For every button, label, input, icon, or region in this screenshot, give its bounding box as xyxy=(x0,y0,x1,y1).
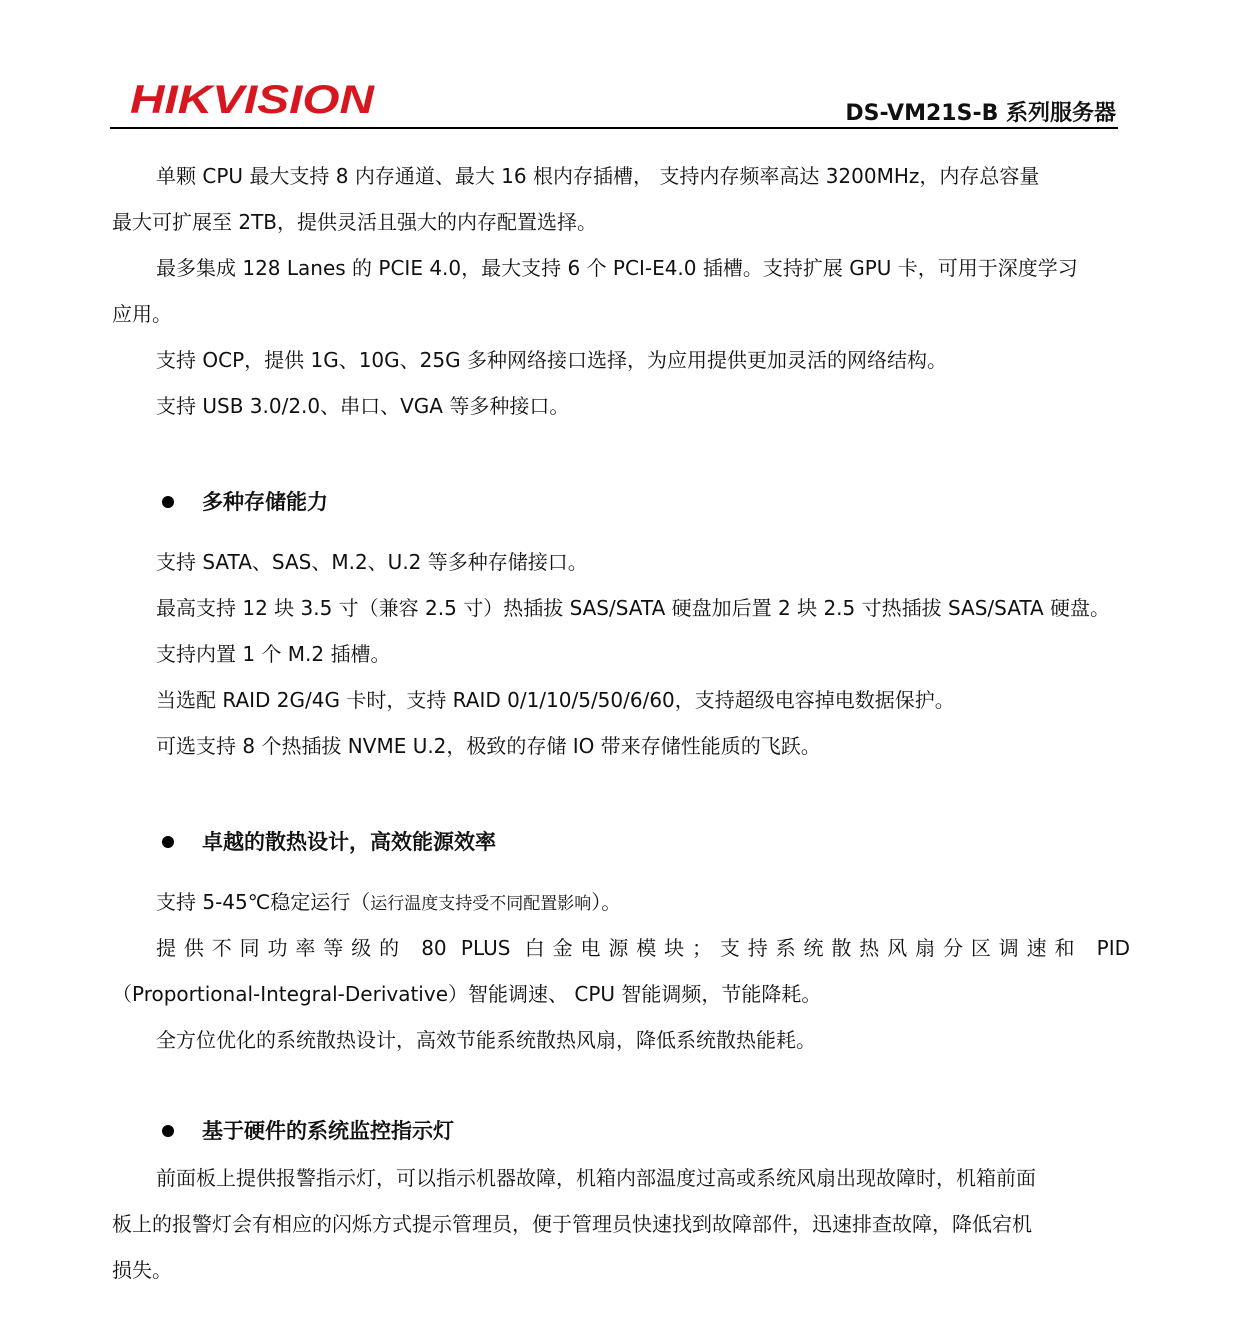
memory-paragraph-line: 单颗 CPU 最大支持 8 内存通道、最大 16 根内存插槽， 支持内存频率高达 3200MHz，内存总容量 xyxy=(156,164,1040,188)
monitoring-heading: 基于硬件的系统监控指示灯 xyxy=(202,1119,454,1143)
monitoring-paragraph-line: 板上的报警灯会有相应的闪烁方式提示管理员，便于管理员快速找到故障部件，迅速排查故障，降低宕机 xyxy=(112,1212,1032,1236)
storage-item: 当选配 RAID 2G/4G 卡时，支持 RAID 0/1/10/5/50/6/60，支持超级电容掉电数据保护。 xyxy=(156,688,955,712)
hikvision-logo xyxy=(128,76,378,122)
model-title: DS-VM21S-B 系列服务器 xyxy=(845,101,1116,126)
storage-item: 可选支持 8 个热插拔 NVME U.2，极致的存储 IO 带来存储性能质的飞跃。 xyxy=(156,734,821,758)
storage-item: 支持 SATA、SAS、M.2、U.2 等多种存储接口。 xyxy=(156,550,588,574)
memory-paragraph-line: 最大可扩展至 2TB，提供灵活且强大的内存配置选择。 xyxy=(112,210,598,234)
monitoring-paragraph-line: 损失。 xyxy=(112,1258,172,1282)
bullet-icon xyxy=(162,836,174,848)
psu-paragraph-line: 提供不同功率等级的 80 PLUS 白金电源模块；支持系统散热风扇分区调速和 PID xyxy=(156,936,1130,960)
storage-item: 最高支持 12 块 3.5 寸（兼容 2.5 寸）热插拔 SAS/SATA 硬盘加后置 2 块 2.5 寸热插拔 SAS/SATA 硬盘。 xyxy=(156,596,1111,620)
pcie-paragraph-line: 应用。 xyxy=(112,302,172,326)
header-divider xyxy=(110,127,1118,129)
psu-paragraph-line: （Proportional-Integral-Derivative）智能调速、 CPU 智能调频，节能降耗。 xyxy=(112,982,822,1006)
storage-heading: 多种存储能力 xyxy=(202,490,328,514)
bullet-icon xyxy=(162,496,174,508)
ocp-paragraph: 支持 OCP，提供 1G、10G、25G 多种网络接口选择，为应用提供更加灵活的网络结构。 xyxy=(156,348,947,372)
temperature-main: 支持 5-45℃稳定运行（ xyxy=(156,890,371,914)
fans-paragraph: 全方位优化的系统散热设计，高效节能系统散热风扇，降低系统散热能耗。 xyxy=(156,1028,816,1052)
cooling-heading: 卓越的散热设计，高效能源效率 xyxy=(202,830,496,854)
storage-item: 支持内置 1 个 M.2 插槽。 xyxy=(156,642,391,666)
bullet-icon xyxy=(162,1125,174,1137)
temperature-paragraph xyxy=(156,888,621,918)
monitoring-paragraph-line: 前面板上提供报警指示灯，可以指示机器故障，机箱内部温度过高或系统风扇出现故障时，机箱前面 xyxy=(156,1166,1036,1190)
logo-text: HIKVISION xyxy=(130,78,376,122)
temperature-end: ）。 xyxy=(591,890,622,914)
temperature-note: 运行温度支持受不同配置影响 xyxy=(370,894,592,914)
pcie-paragraph-line: 最多集成 128 Lanes 的 PCIE 4.0，最大支持 6 个 PCI-E4.0 插槽。支持扩展 GPU 卡，可用于深度学习 xyxy=(156,256,1078,280)
ports-paragraph: 支持 USB 3.0/2.0、串口、VGA 等多种接口。 xyxy=(156,394,570,418)
logo-wordmark xyxy=(128,76,378,122)
